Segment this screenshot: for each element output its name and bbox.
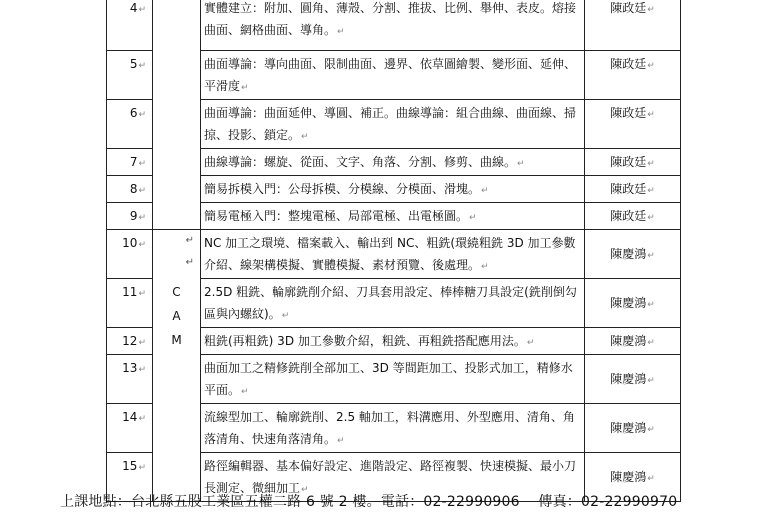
session-number: 11↵ — [107, 279, 153, 328]
teacher-name: 陳政廷↵ — [585, 0, 681, 51]
session-content: 實體建立：附加、圓角、薄殼、分割、推拔、比例、舉伸、表皮。熔接曲面、網格曲面、導角。↵ — [201, 0, 585, 51]
session-content: 粗銑(再粗銑) 3D 加工參數介紹，粗銑、再粗銑搭配應用法。↵ — [201, 328, 585, 355]
footer-address: 上課地點：台北縣五股工業區五權二路 6 號 2 樓。 — [60, 494, 381, 510]
category-blank-mark: ↵ — [185, 257, 194, 268]
table-row — [107, 0, 681, 51]
course-schedule-table — [106, 0, 681, 502]
session-number: 14↵ — [107, 404, 153, 453]
teacher-name: 陳慶鴻↵ — [585, 404, 681, 453]
teacher-name: 陳慶鴻↵ — [585, 230, 681, 279]
teacher-name: 陳政廷↵ — [585, 149, 681, 176]
session-number: 9↵ — [107, 203, 153, 230]
session-content: 曲面加工之精修銑削全部加工、3D 等間距加工、投影式加工，精修水平面。↵ — [201, 355, 585, 404]
session-content: 曲面導論：曲面延伸、導圓、補正。曲線導論：組合曲線、曲面線、掃掠、投影、鎖定。↵ — [201, 100, 585, 149]
footer-phone: 電話：02-22990906 — [380, 494, 520, 510]
teacher-name: 陳慶鴻↵ — [585, 355, 681, 404]
session-number: 15↵ — [107, 453, 153, 502]
teacher-name: 陳政廷↵ — [585, 51, 681, 100]
teacher-name: 陳慶鴻↵ — [585, 279, 681, 328]
session-content: NC 加工之環境、檔案載入、輸出到 NC、粗銑(環繞粗銑 3D 加工參數介紹、線架構模擬、實體模擬、素材預覽、後處理。↵ — [201, 230, 585, 279]
teacher-name: 陳政廷↵ — [585, 203, 681, 230]
session-number: 5↵ — [107, 51, 153, 100]
session-content: 簡易電極入門：整塊電極、局部電極、出電極圖。↵ — [201, 203, 585, 230]
contact-footer — [60, 491, 764, 511]
session-number: 8↵ — [107, 176, 153, 203]
session-content: 曲面導論：導向曲面、限制曲面、邊界、依草圖繪製、變形面、延伸、平滑度↵ — [201, 51, 585, 100]
teacher-name: 陳政廷↵ — [585, 100, 681, 149]
table-row — [107, 230, 681, 279]
category-label-cam: C A M — [171, 285, 182, 347]
teacher-name: 陳慶鴻↵ — [585, 453, 681, 502]
category-cell-cam — [153, 230, 201, 502]
session-number: 4↵ — [107, 0, 153, 51]
session-number: 12↵ — [107, 328, 153, 355]
teacher-name: 陳慶鴻↵ — [585, 328, 681, 355]
session-content: 簡易拆模入門：公母拆模、分模線、分模面、滑塊。↵ — [201, 176, 585, 203]
session-number: 10↵ — [107, 230, 153, 279]
session-content: 2.5D 粗銑、輪廓銑削介紹、刀具套用設定、棒棒糖刀具設定(銑削倒勾區與內螺紋)。↵ — [201, 279, 585, 328]
session-number: 13↵ — [107, 355, 153, 404]
session-number: 6↵ — [107, 100, 153, 149]
footer-fax: 傳真：02-22990970 — [538, 494, 678, 510]
teacher-name: 陳政廷↵ — [585, 176, 681, 203]
category-blank-mark: ↵ — [185, 235, 194, 246]
session-content: 流線型加工、輪廓銑削、2.5 軸加工，料溝應用、外型應用、清角、角落清角、快速角落清角。↵ — [201, 404, 585, 453]
session-content: 路徑編輯器、基本偏好設定、進階設定、路徑複製、快速模擬、最小刀長測定、微細加工↵ — [201, 453, 585, 502]
category-cell-cad — [153, 0, 201, 230]
session-number: 7↵ — [107, 149, 153, 176]
session-content: 曲線導論：螺旋、從面、文字、角落、分割、修剪、曲線。↵ — [201, 149, 585, 176]
